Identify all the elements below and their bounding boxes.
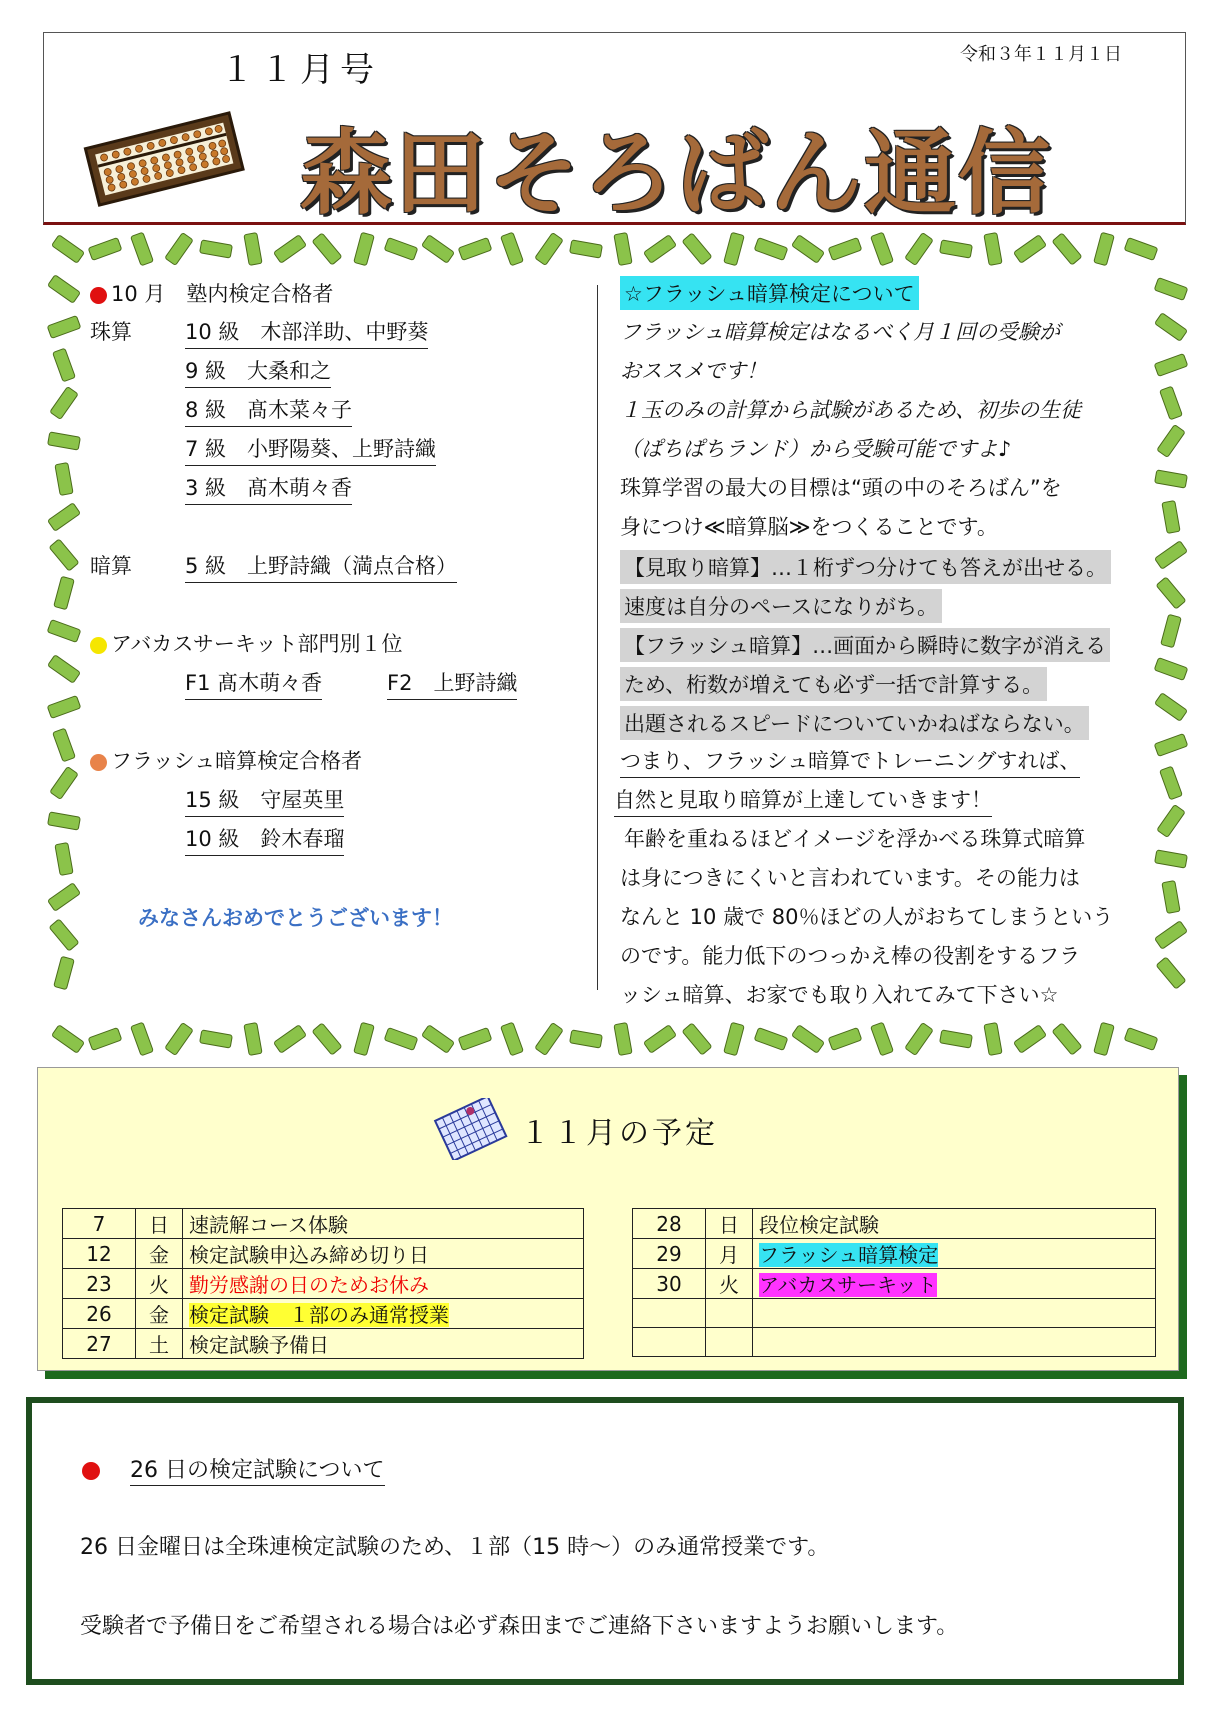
- leaf-decoration: [569, 239, 603, 258]
- leaf-decoration: [870, 1022, 894, 1057]
- circuit-f2: F2 上野詩織: [387, 667, 517, 700]
- table-row: [633, 1328, 1156, 1357]
- abacus-row-2: 9 級 大桑和之: [185, 355, 331, 388]
- newsletter-title: 森田そろばん通信: [300, 119, 1053, 227]
- leaf-decoration: [754, 237, 789, 261]
- leaf-decoration: [1051, 232, 1082, 266]
- leaf-decoration: [273, 234, 307, 264]
- leaf-decoration: [828, 1027, 863, 1051]
- article-line: は身につきにくいと言われています。その能力は: [620, 866, 1080, 890]
- leaf-decoration: [1154, 920, 1188, 950]
- leaf-decoration: [52, 348, 76, 383]
- leaf-decoration: [1154, 540, 1188, 570]
- leaf-decoration: [1156, 804, 1186, 838]
- leaf-decoration: [384, 1027, 419, 1051]
- leaf-decoration: [613, 1022, 632, 1056]
- article-line: つまり、フラッシュ暗算でトレーニングすれば、: [620, 745, 1080, 778]
- leaf-decoration: [353, 232, 375, 267]
- leaf-decoration: [681, 232, 712, 266]
- abacus-label: 珠算: [90, 320, 132, 344]
- leaf-decoration: [534, 232, 564, 266]
- leaf-decoration: [1160, 614, 1182, 649]
- table-row: 7 日 速読解コース体験: [63, 1209, 584, 1239]
- leaf-decoration: [1155, 576, 1186, 610]
- leaf-decoration: [500, 1022, 524, 1057]
- leaf-decoration: [47, 882, 81, 912]
- leaf-decoration: [1093, 1022, 1115, 1057]
- leaf-decoration: [47, 695, 82, 719]
- leaf-decoration: [421, 234, 455, 264]
- leaf-decoration: [421, 1024, 455, 1054]
- leaf-decoration: [384, 237, 419, 261]
- abacus-icon: [82, 108, 247, 208]
- yellow-dot-icon: [90, 637, 107, 654]
- leaf-decoration: [904, 232, 934, 266]
- leaf-decoration: [199, 1029, 233, 1048]
- leaf-decoration: [47, 431, 81, 450]
- leaf-decoration: [130, 232, 154, 267]
- leaf-decoration: [243, 232, 262, 266]
- leaf-decoration: [1154, 692, 1188, 722]
- leaf-decoration: [54, 842, 73, 876]
- leaf-decoration: [47, 811, 81, 830]
- article-title: ☆フラッシュ暗算検定について: [620, 276, 919, 310]
- article-line: 自然と見取り暗算が上達していきます！: [614, 784, 992, 817]
- leaf-decoration: [243, 1022, 262, 1056]
- schedule-table-left: [62, 1208, 584, 1359]
- results-heading-text: 10 月 塾内検定合格者: [111, 282, 334, 306]
- leaf-decoration: [88, 1027, 123, 1051]
- leaf-decoration: [48, 918, 79, 952]
- leaf-decoration: [53, 576, 75, 611]
- flash-heading: フラッシュ暗算検定合格者: [90, 745, 362, 775]
- article-line: 年齢を重ねるほどイメージを浮かべる珠算式暗算: [624, 827, 1086, 851]
- red-dot-icon: [82, 1462, 100, 1480]
- leaf-decoration: [1159, 766, 1183, 801]
- article-line: ため、桁数が増えても必ず一括で計算する。: [620, 667, 1047, 701]
- article-line: １玉のみの計算から試験があるため、初歩の生徒: [620, 398, 1082, 422]
- leaf-decoration: [48, 538, 79, 572]
- abacus-row-4: 7 級 小野陽葵、上野詩織: [185, 433, 436, 466]
- leaf-decoration: [1154, 849, 1188, 868]
- leaf-decoration: [311, 232, 342, 266]
- article-line: 身につけ≪暗算脳≫をつくることです。: [620, 515, 998, 539]
- table-row: 23 火 勤労感謝の日のためお休み: [63, 1269, 584, 1299]
- leaf-decoration: [569, 1029, 603, 1048]
- table-row: 29 月 フラッシュ暗算検定: [633, 1239, 1156, 1269]
- article-line: おススメです！: [620, 359, 767, 383]
- red-dot-icon: [90, 287, 107, 304]
- article-line: のです。能力低下のつっかえ棒の役割をするフラ: [620, 944, 1081, 968]
- leaf-decoration: [88, 237, 123, 261]
- leaf-decoration: [458, 1027, 493, 1051]
- leaf-decoration: [130, 1022, 154, 1057]
- article-line: 出題されるスピードについていかねばならない。: [620, 706, 1089, 740]
- leaf-decoration: [791, 234, 825, 264]
- mental-label: 暗算: [90, 554, 132, 578]
- article-line: （ぱちぱちランド）から受験可能ですよ♪: [620, 437, 1012, 461]
- leaf-decoration: [983, 232, 1002, 266]
- leaf-decoration: [353, 1022, 375, 1057]
- leaf-decoration: [643, 1024, 677, 1054]
- calendar-icon: [432, 1098, 512, 1160]
- leaf-decoration: [939, 239, 973, 258]
- leaf-decoration: [643, 234, 677, 264]
- article-line: 速度は自分のペースになりがち。: [620, 589, 942, 623]
- leaf-decoration: [904, 1022, 934, 1056]
- leaf-decoration: [983, 1022, 1002, 1056]
- table-row: [633, 1299, 1156, 1328]
- issue-date: 令和３年１１月１日: [960, 44, 1122, 65]
- leaf-decoration: [311, 1022, 342, 1056]
- leaf-decoration: [791, 1024, 825, 1054]
- leaf-decoration: [828, 237, 863, 261]
- leaf-decoration: [273, 1024, 307, 1054]
- leaf-decoration: [939, 1029, 973, 1048]
- leaf-decoration: [1154, 469, 1188, 488]
- leaf-decoration: [1159, 386, 1183, 421]
- circuit-heading: アバカスサーキット部門別１位: [90, 628, 402, 658]
- article-line: ッシュ暗算、お家でも取り入れてみて下さい☆: [620, 983, 1059, 1007]
- leaf-decoration: [1154, 312, 1188, 342]
- leaf-decoration: [1154, 277, 1189, 301]
- leaf-decoration: [47, 274, 81, 304]
- mental-row: 5 級 上野詩織（満点合格）: [185, 550, 457, 583]
- leaf-decoration: [1124, 1027, 1159, 1051]
- leaf-decoration: [1156, 424, 1186, 458]
- leaf-decoration: [500, 232, 524, 267]
- column-divider: [597, 285, 598, 990]
- leaf-decoration: [164, 1022, 194, 1056]
- article-line: 【フラッシュ暗算】…画面から瞬時に数字が消える: [620, 628, 1110, 662]
- leaf-decoration: [47, 315, 82, 339]
- article-line: 珠算学習の最大の目標は“頭の中のそろばん”を: [620, 476, 1062, 500]
- leaf-decoration: [1155, 956, 1186, 990]
- leaf-decoration: [1013, 234, 1047, 264]
- leaf-decoration: [1154, 733, 1189, 757]
- leaf-decoration: [1051, 1022, 1082, 1056]
- leaf-decoration: [199, 239, 233, 258]
- leaf-decoration: [754, 1027, 789, 1051]
- table-row: 30 火 アバカスサーキット: [633, 1269, 1156, 1299]
- leaf-decoration: [1154, 353, 1189, 377]
- leaf-decoration: [47, 502, 81, 532]
- schedule-table-right: [632, 1208, 1156, 1357]
- leaf-decoration: [613, 232, 632, 266]
- table-row: 26 金 検定試験 １部のみ通常授業: [63, 1299, 584, 1329]
- leaf-decoration: [52, 728, 76, 763]
- abacus-row-5: 3 級 髙木萌々香: [185, 472, 352, 505]
- leaf-decoration: [164, 232, 194, 266]
- leaf-decoration: [723, 1022, 745, 1057]
- issue-label: １１月号: [220, 50, 380, 90]
- leaf-decoration: [534, 1022, 564, 1056]
- leaf-decoration: [723, 232, 745, 267]
- notice-line-1: 26 日金曜日は全珠連検定試験のため、１部（15 時～）のみ通常授業です。: [80, 1535, 830, 1560]
- leaf-decoration: [1013, 1024, 1047, 1054]
- notice-line-2: 受験者で予備日をご希望される場合は必ず森田までご連絡下さいますようお願いします。: [80, 1614, 959, 1639]
- leaf-decoration: [458, 237, 493, 261]
- article-line: 【見取り暗算】…１桁ずつ分けても答えが出せる。: [620, 550, 1111, 584]
- table-row: 28 日 段位検定試験: [633, 1209, 1156, 1239]
- leaf-decoration: [54, 462, 73, 496]
- table-row: 12 金 検定試験申込み締め切り日: [63, 1239, 584, 1269]
- flash-row-2: 10 級 鈴木春瑠: [185, 823, 344, 856]
- article-line: フラッシュ暗算検定はなるべく月１回の受験が: [620, 320, 1061, 344]
- article-line: なんと 10 歳で 80％ほどの人がおちてしまうという: [620, 905, 1114, 929]
- abacus-row-3: 8 級 髙木菜々子: [185, 394, 352, 427]
- leaf-decoration: [49, 386, 79, 420]
- congrats-text: みなさんおめでとうございます！: [138, 906, 453, 930]
- leaf-decoration: [1161, 500, 1180, 534]
- leaf-decoration: [681, 1022, 712, 1056]
- table-row: 27 土 検定試験予備日: [63, 1329, 584, 1359]
- circuit-f1: F1 髙木萌々香: [185, 667, 322, 700]
- leaf-decoration: [47, 619, 82, 643]
- leaf-decoration: [1124, 237, 1159, 261]
- schedule-title: １１月の予定: [520, 1116, 718, 1151]
- leaf-decoration: [1154, 657, 1189, 681]
- leaf-decoration: [1093, 232, 1115, 267]
- leaf-decoration: [49, 766, 79, 800]
- leaf-decoration: [870, 232, 894, 267]
- leaf-decoration: [1161, 880, 1180, 914]
- flash-row-1: 15 級 守屋英里: [185, 784, 344, 817]
- orange-dot-icon: [90, 754, 107, 771]
- leaf-decoration: [51, 1024, 85, 1054]
- abacus-row-1: 10 級 木部洋助、中野葵: [185, 316, 428, 349]
- leaf-decoration: [51, 234, 85, 264]
- leaf-decoration: [47, 654, 81, 684]
- leaf-decoration: [53, 956, 75, 991]
- results-heading: [90, 278, 333, 308]
- notice-heading: 26 日の検定試験について: [82, 1453, 385, 1484]
